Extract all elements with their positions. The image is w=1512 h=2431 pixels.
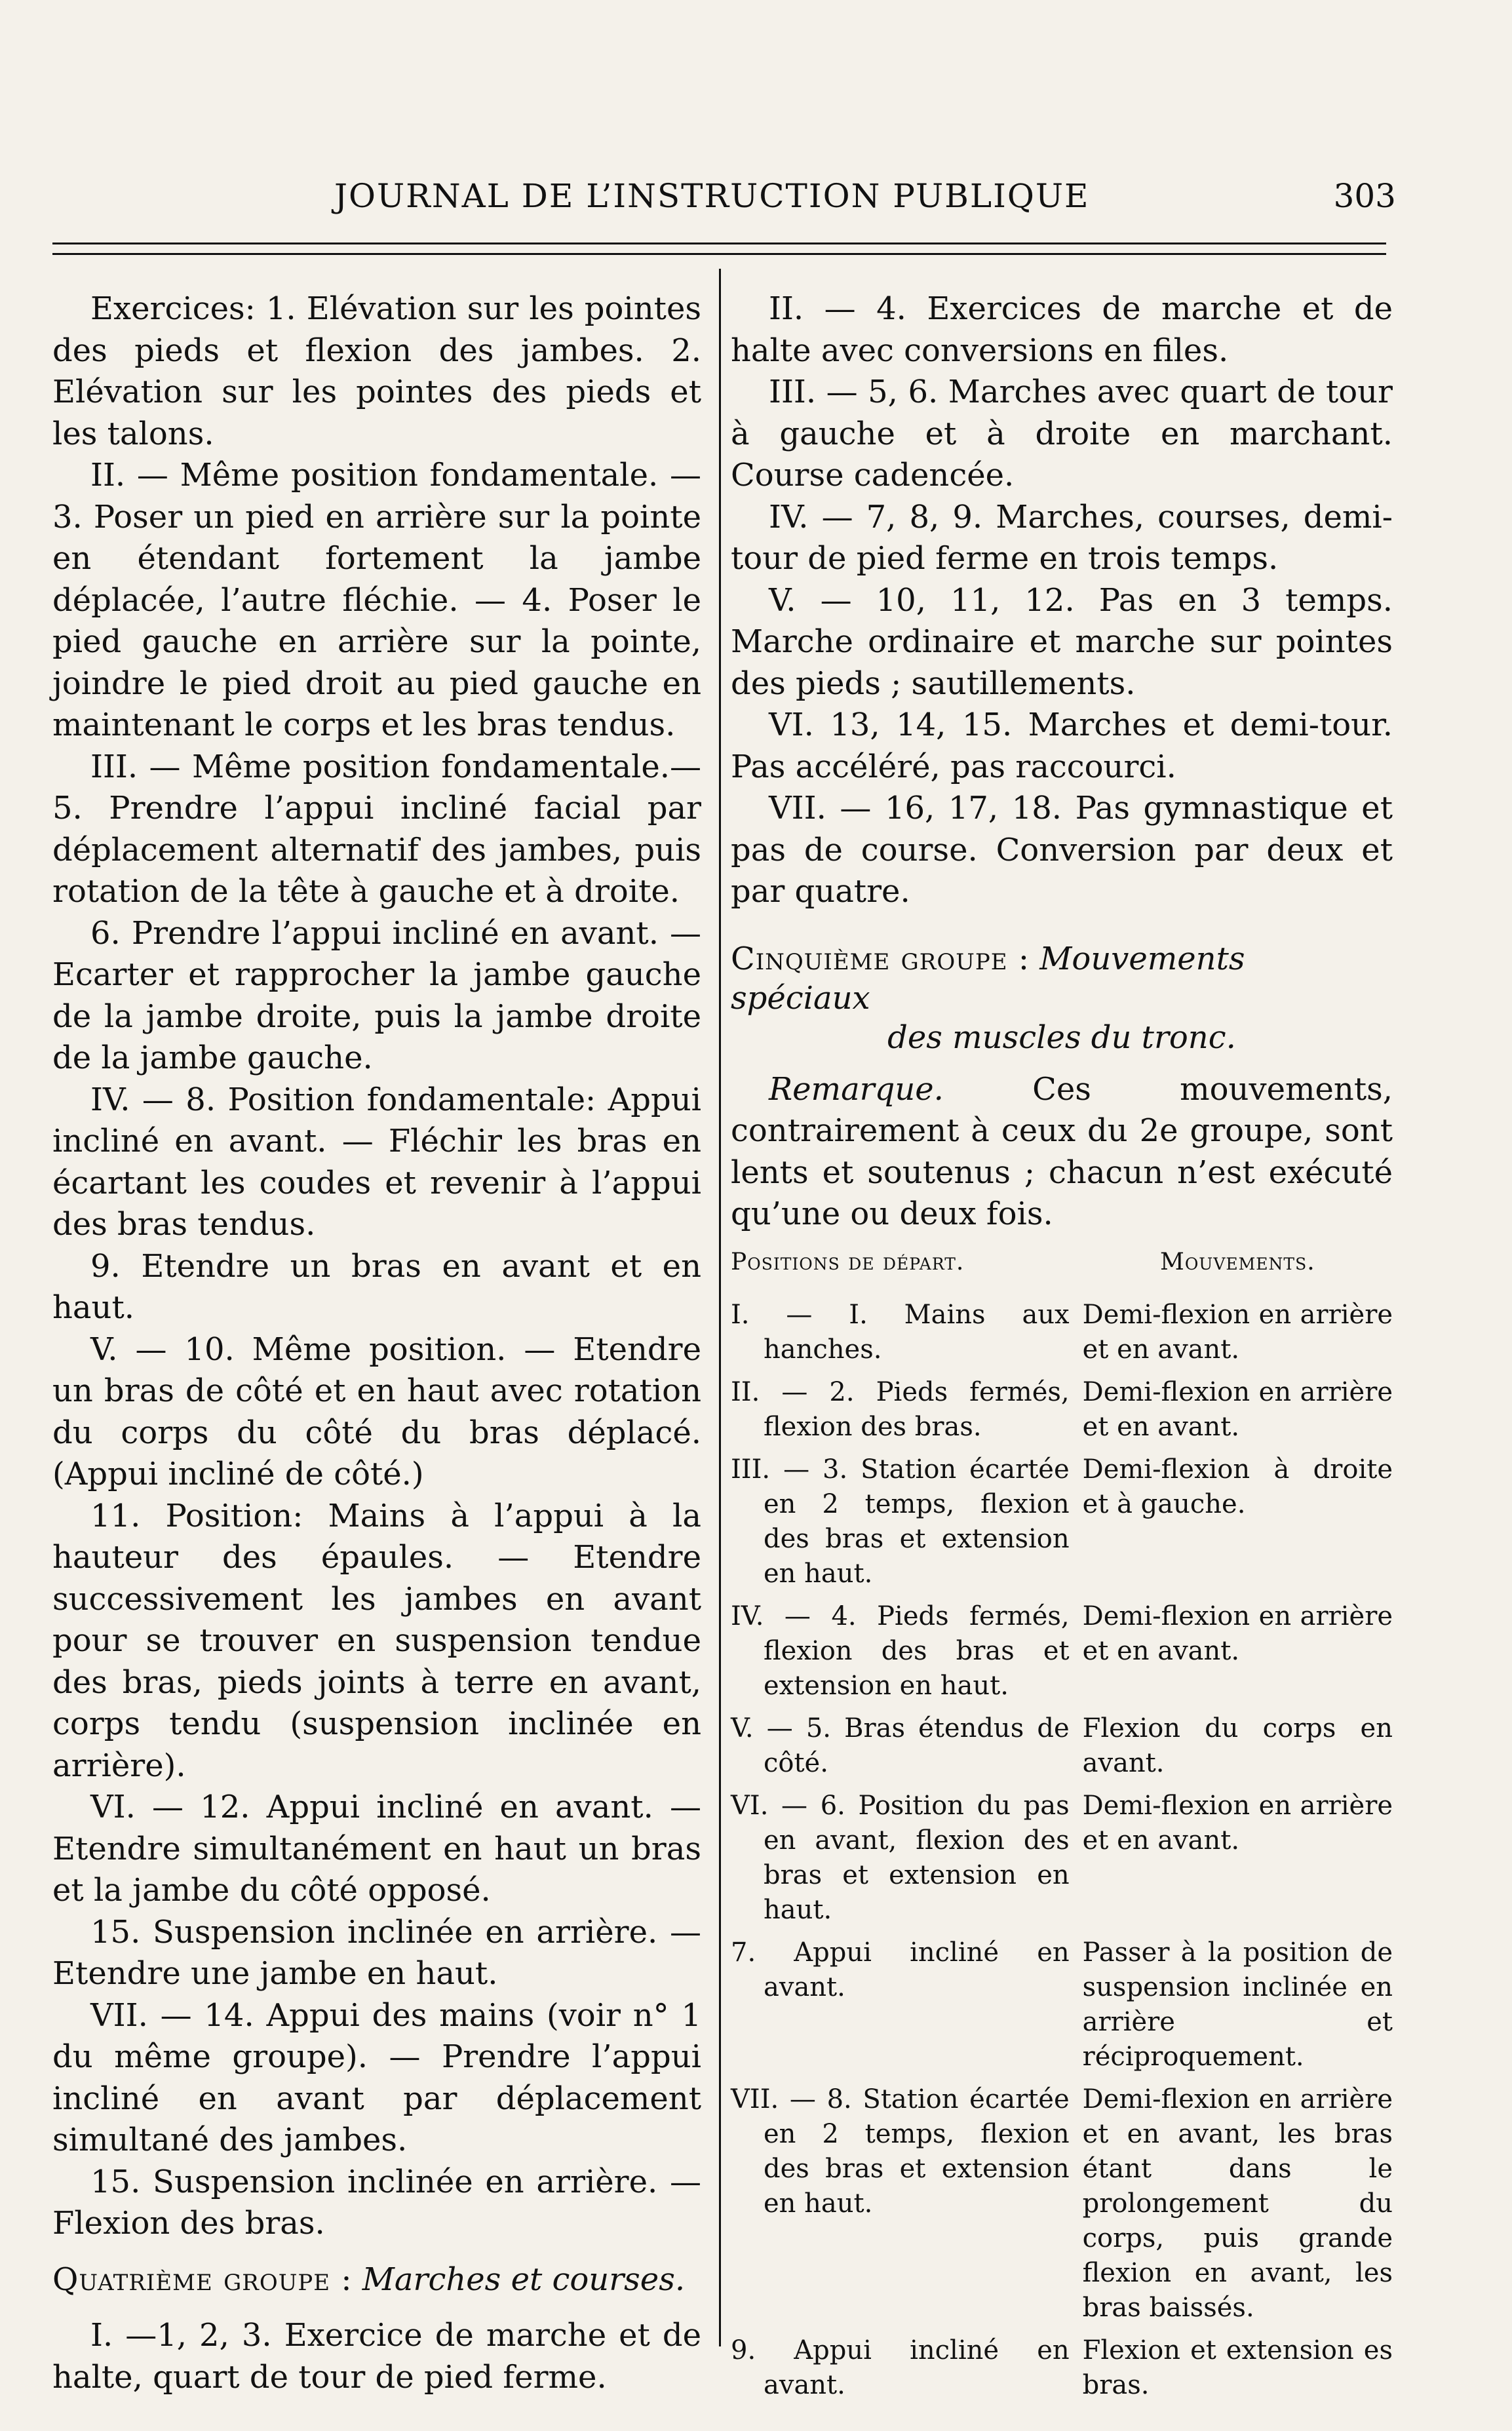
table-row — [731, 1375, 1393, 1452]
left-column — [52, 288, 701, 2398]
paragraph: 11. Position: Mains à l’appui à la hauteur des épaules. — Etendre successivement les jambes en avant pour se trouver en suspension tendue des bras, pieds joints à terre en avant, corps tendu (suspension inclinée en arrière). — [52, 1497, 701, 1784]
column-header-positions: Positions de départ. — [731, 1248, 965, 1275]
movement-cell: Demi-flexion en arrière et en avant, les bras étant dans le prolongement du corps, puis grande flexion en avant, les bras baissés. — [1082, 2084, 1393, 2323]
section-heading — [52, 2259, 701, 2301]
movement-cell: Demi-flexion en arrière et en avant. — [1082, 1601, 1393, 1666]
movement-cell: Demi-flexion à droite et à gauche. — [1082, 1454, 1393, 1519]
movement-cell: Flexion et extension es bras. — [1082, 2335, 1393, 2400]
paragraph: 15. Suspension inclinée en arrière. — Etendre une jambe en haut. — [52, 1913, 701, 1992]
section-heading-label: Cinquième groupe : — [731, 940, 1030, 977]
exercise-table — [731, 1238, 1393, 2411]
paragraph: V. — 10. Même position. — Etendre un bras de côté et en haut avec rotation du corps du côté du bras déplacé. (Appui incliné de côté.) — [52, 1331, 701, 1492]
table-row — [731, 1452, 1393, 1599]
paragraph: VI. — 12. Appui incliné en avant. — Etendre simultanément en haut un bras et la jambe du côté opposé. — [52, 1789, 701, 1909]
position-cell: 9. Appui incliné en avant. — [731, 2335, 1070, 2400]
paragraph: IV. — 7, 8, 9. Marches, courses, demi-tour de pied ferme en trois temps. — [731, 498, 1393, 577]
section-heading-title-line2: des muscles du tronc. — [887, 1019, 1236, 1056]
table-row — [731, 1789, 1393, 1935]
section-heading-title: Marches et courses. — [362, 2261, 686, 2298]
table-header-row — [731, 1238, 1393, 1298]
position-cell: VII. — 8. Station écartée en 2 temps, flexion des bras et extension en haut. — [731, 2084, 1070, 2219]
position-cell: 7. Appui incliné en avant. — [731, 1937, 1070, 2002]
paragraph: IV. — 8. Position fondamentale: Appui incliné en avant. — Fléchir les bras en écartant les coudes et revenir à l’appui des bras tendus. — [52, 1081, 701, 1243]
header-rule — [52, 243, 1386, 244]
paragraph: VI. 13, 14, 15. Marches et demi-tour. Pas accéléré, pas raccourci. — [731, 707, 1393, 785]
paragraph: I. —1, 2, 3. Exercice de marche et de halte, quart de tour de pied ferme. — [52, 2317, 701, 2396]
position-cell: III. — 3. Station écartée en 2 temps, flexion des bras et extension en haut. — [731, 1454, 1070, 1589]
position-cell: VI. — 6. Position du pas en avant, flexion des bras et extension en haut. — [731, 1790, 1070, 1925]
position-cell: I. — I. Mains aux hanches. — [731, 1299, 1070, 1365]
movement-cell: Passer à la position de suspension inclinée en arrière et réciproquement. — [1082, 1937, 1393, 2072]
remark-text: Ces mouvements, contrairement à ceux du 2e groupe, sont lents et soutenus ; chacun n’est exécuté qu’une ou deux fois. — [731, 1070, 1393, 1232]
paragraph: 15. Suspension inclinée en arrière. — Flexion des bras. — [52, 2163, 701, 2242]
table-row — [731, 2082, 1393, 2333]
position-cell: II. — 2. Pieds fermés, flexion des bras. — [731, 1376, 1070, 1442]
section-heading-label: Quatrième groupe : — [52, 2261, 353, 2298]
paragraph: III. — 5, 6. Marches avec quart de tour à gauche et à droite en marchant. Course cadencée. — [731, 374, 1393, 494]
section-heading-title-line1: Mouvements spéciaux — [731, 940, 1245, 1017]
paragraph: 9. Etendre un bras en avant et en haut. — [52, 1247, 701, 1326]
remark-label: Remarque. — [769, 1070, 944, 1108]
paragraph: VII. — 16, 17, 18. Pas gymnastique et pas de course. Conversion par deux et par quatre. — [731, 790, 1393, 910]
paragraph: II. — Même position fondamentale. — 3. Poser un pied en arrière sur la pointe en étendant fortement la jambe déplacée, l’autre fléchie. — 4. Poser le pied gauche en arrière sur la pointe, joindre le pied droit au pied gauche en maintenant le corps et les bras tendus. — [52, 457, 701, 743]
table-row — [731, 2333, 1393, 2411]
paragraph: III. — Même position fondamentale.— 5. Prendre l’appui incliné facial par déplacement alternatif des jambes, puis rotation de la tête à gauche et à droite. — [52, 748, 701, 910]
position-cell: V. — 5. Bras étendus de côté. — [731, 1713, 1070, 1778]
table-row — [731, 1935, 1393, 2082]
table-row — [731, 1298, 1393, 1375]
movement-cell: Demi-flexion en arrière et en avant. — [1082, 1790, 1393, 1856]
running-title: JOURNAL DE L’INSTRUCTION PUBLIQUE — [334, 177, 1090, 215]
section-heading — [731, 939, 1393, 1057]
movement-cell: Demi-flexion en arrière et en avant. — [1082, 1376, 1393, 1442]
table-row — [731, 1599, 1393, 1711]
paragraph: V. — 10, 11, 12. Pas en 3 temps. Marche ordinaire et marche sur pointes des pieds ; sautillements. — [731, 581, 1393, 702]
paragraph: 6. Prendre l’appui incliné en avant. — Ecarter et rapprocher la jambe gauche de la jambe droite, puis la jambe droite de la jambe gauche. — [52, 914, 701, 1076]
table-row — [731, 1711, 1393, 1789]
page-number: 303 — [1333, 177, 1396, 215]
header-rule-double — [52, 253, 1386, 255]
column-divider — [719, 269, 721, 2346]
remark-paragraph — [731, 1069, 1393, 1235]
page-header — [52, 177, 1396, 229]
movement-cell: Demi-flexion en arrière et en avant. — [1082, 1299, 1393, 1365]
paragraph: Exercices: 1. Elévation sur les pointes des pieds et flexion des jambes. 2. Elévation sur les pointes des pieds et les talons. — [52, 290, 701, 452]
position-cell: IV. — 4. Pieds fermés, flexion des bras et extension en haut. — [731, 1601, 1070, 1701]
paragraph: VII. — 14. Appui des mains (voir n° 1 du même groupe). — Prendre l’appui incliné en avant par déplacement simultané des jambes. — [52, 1996, 701, 2158]
paragraph: II. — 4. Exercices de marche et de halte avec conversions en files. — [731, 290, 1393, 369]
column-header-movements: Mouvements. — [1159, 1248, 1315, 1275]
right-column — [731, 288, 1393, 2411]
movement-cell: Flexion du corps en avant. — [1082, 1713, 1393, 1778]
